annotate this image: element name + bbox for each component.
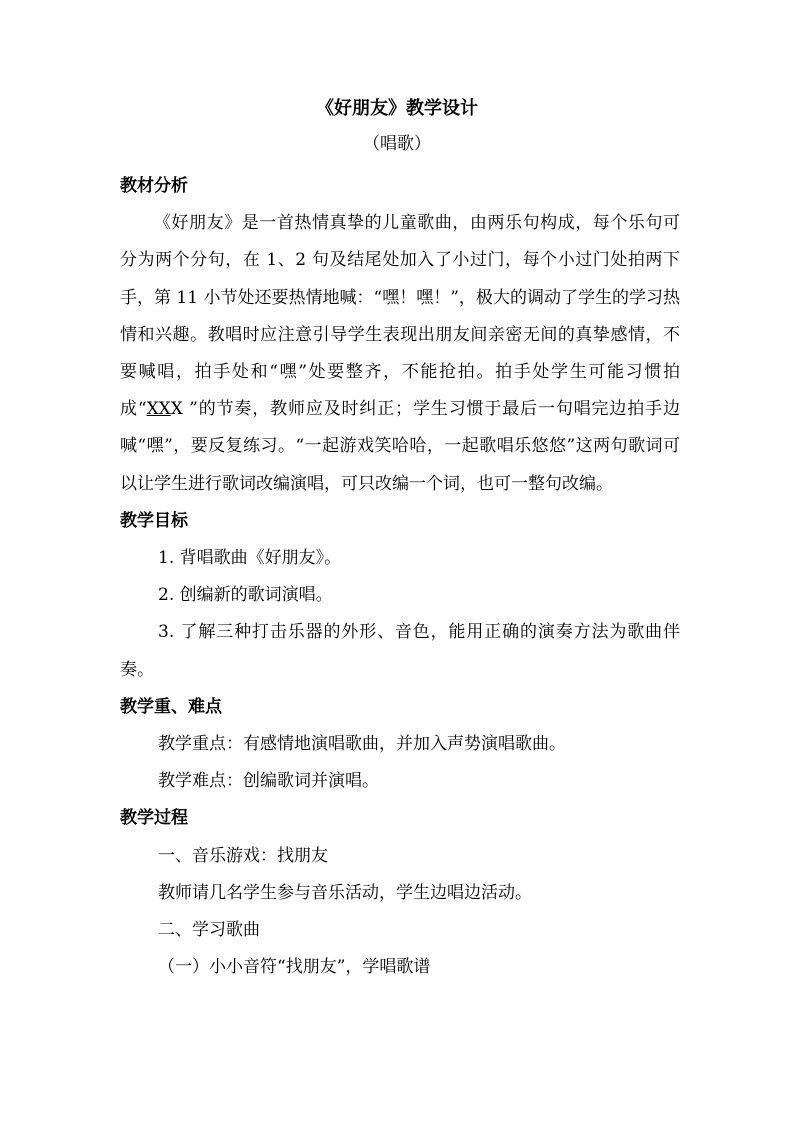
key-point: 教学重点：有感情地演唱歌曲，并加入声势演唱歌曲。 <box>158 734 566 755</box>
analysis-text-a: 《好朋友》是一首热情真挚的儿童歌曲，由两乐句构成，每个乐句可分为两个分句，在 1、2 句及结尾处加入了小过门，每个小过门处拍两下手，第 11 小节处还要热情地喊：“嘿！嘿！”，极大的调动了学生的学习热情和兴趣。教唱时应注意引导学生表现出朋友间亲密无间的真挚感情，不要喊唱，拍手处和“嘿”处要整齐，不能抢拍。拍手处学生可能习惯拍成“ <box>120 213 680 420</box>
goal-item-3: 3. 了解三种打击乐器的外形、音色，能用正确的演奏方法为歌曲伴奏。 <box>120 622 680 680</box>
page-title: 《好朋友》教学设计 <box>316 98 478 119</box>
process-step-2-sub1: （一）小小音符“找朋友”，学唱歌谱 <box>158 957 431 978</box>
process-step-1: 一、音乐游戏：找朋友 <box>158 845 328 866</box>
section-heading-goals: 教学目标 <box>120 510 188 531</box>
analysis-paragraph <box>120 205 680 503</box>
section-heading-analysis: 教材分析 <box>120 176 188 196</box>
analysis-text-b: ”的节奏，教师应及时纠正；学生习惯于最后一句唱完边拍手边喊“嘿”，要反复练习。“一起游戏笑哈哈，一起歌唱乐悠悠”这两句歌词可以让学生进行歌词改编演唱，可只改编一个词，也可一整句改编。 <box>120 399 680 494</box>
difficult-point: 教学难点：创编歌词并演唱。 <box>158 771 379 792</box>
goal-item-2: 2. 创编新的歌词演唱。 <box>158 585 333 606</box>
page-subtitle: （唱歌） <box>363 134 431 154</box>
section-heading-process: 教学过程 <box>120 808 188 829</box>
rhythm-underlined: XX <box>146 399 171 420</box>
rhythm-rest: X <box>170 399 183 420</box>
process-step-2: 二、学习歌曲 <box>158 920 260 941</box>
goal-item-1: 1. 背唱歌曲《好朋友》。 <box>158 548 342 569</box>
section-heading-key-points: 教学重、难点 <box>120 696 222 717</box>
process-step-1-desc: 教师请几名学生参与音乐活动，学生边唱边活动。 <box>158 882 532 903</box>
document-body <box>120 168 680 986</box>
